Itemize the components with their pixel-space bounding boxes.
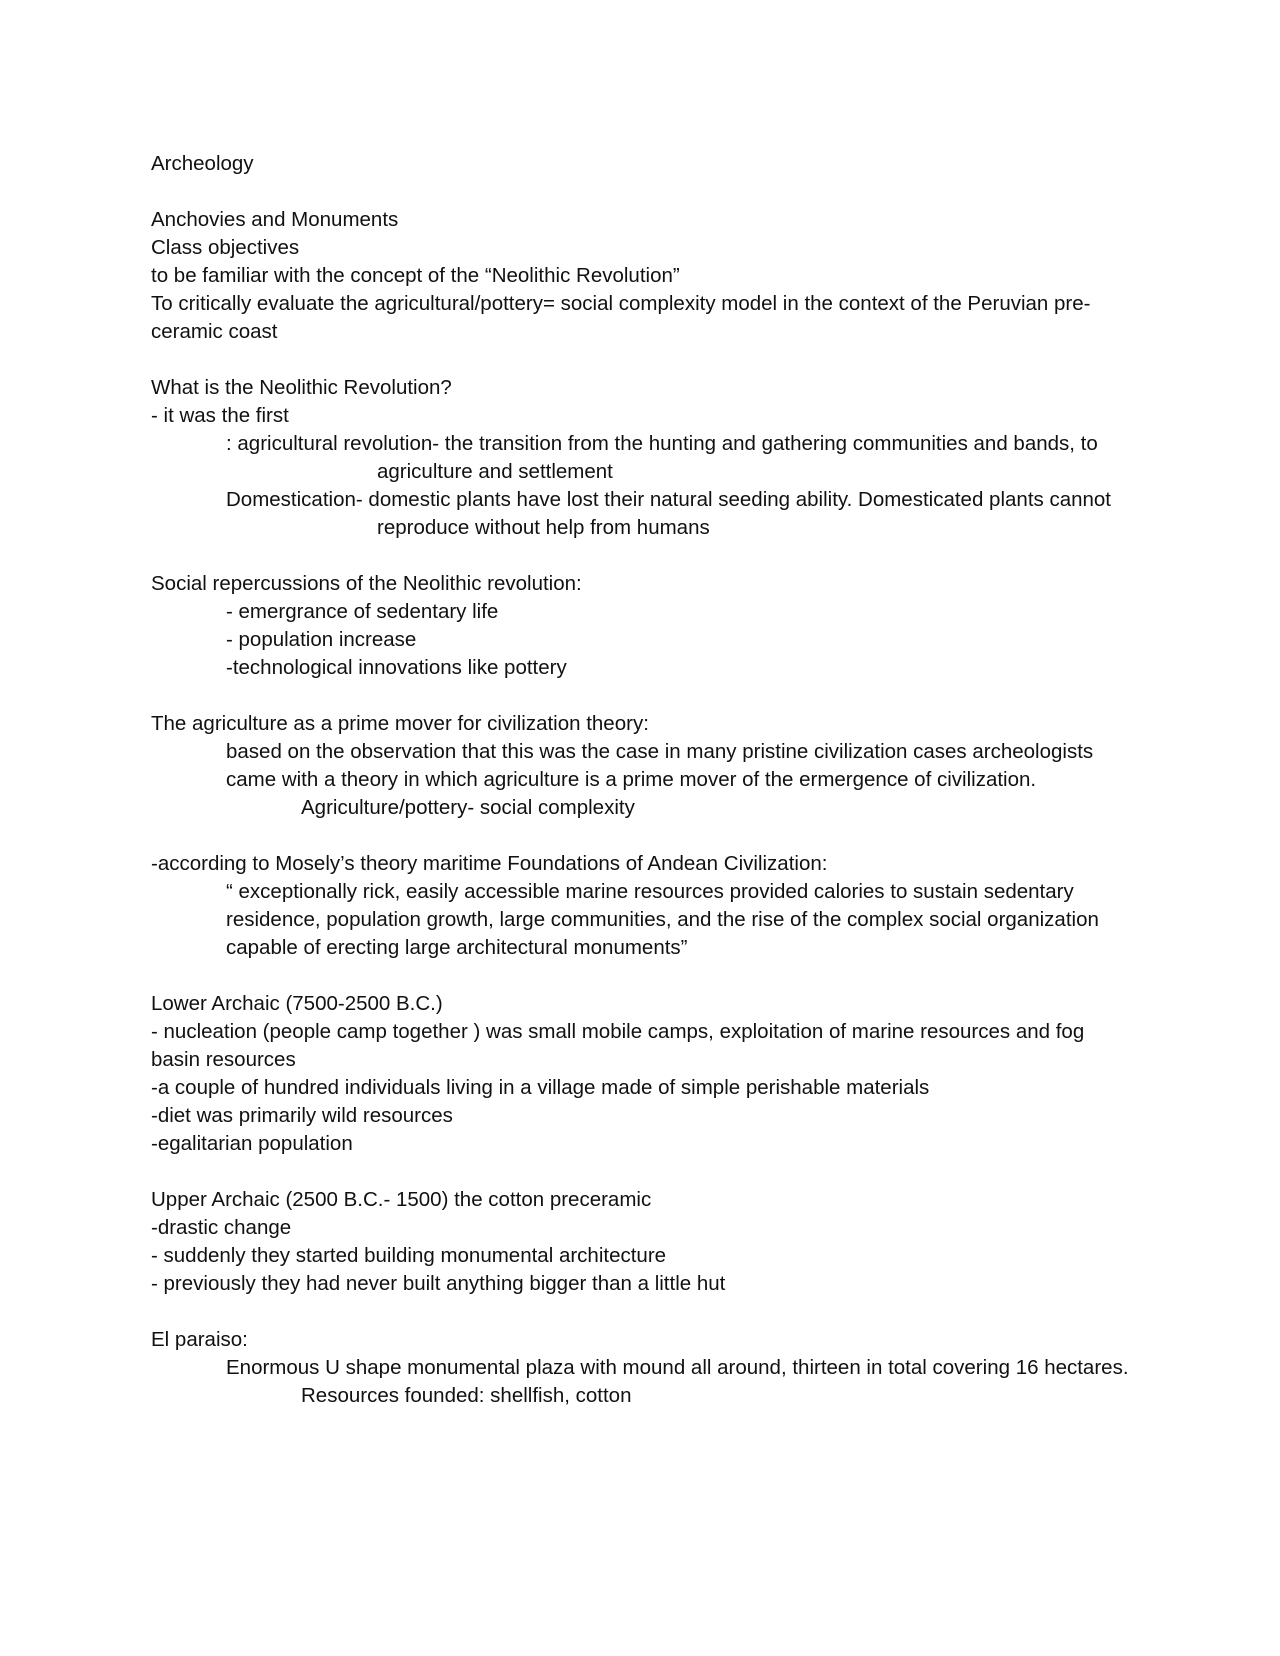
domestication-text: domestic plants have lost their natural seeding ability. Domesticated plants cannot reproduce without help from humans xyxy=(368,488,1112,539)
repercussion-item: - emergrance of sedentary life xyxy=(226,600,499,623)
repercussions-heading: Social repercussions of the Neolithic revolution: xyxy=(151,572,582,595)
document-body xyxy=(151,150,1131,1410)
mosely-quote: “ exceptionally rick, easily accessible marine resources provided calories to sustain sedentary residence, population growth, large communities, and the rise of the complex social organization capable of erecting large architectural monuments” xyxy=(226,880,1099,959)
document-title: Archeology xyxy=(151,152,254,175)
domestication-term: Domestication- xyxy=(226,488,363,511)
prime-mover-body: based on the observation that this was the case in many pristine civilization cases archeologists came with a theory in which agriculture is a prime mover of the ermergence of civilization. xyxy=(226,740,1094,791)
spacer xyxy=(151,1298,1131,1326)
lower-archaic-item: - nucleation (people camp together ) was small mobile camps, exploitation of marine resources and fog basin resources xyxy=(151,1020,1085,1071)
prime-mover-model: Agriculture/pottery- social complexity xyxy=(301,796,635,819)
neolithic-first: - it was the first xyxy=(151,404,289,427)
repercussion-item: - population increase xyxy=(226,628,417,651)
agricultural-revolution-term: : agricultural revolution- xyxy=(226,432,440,455)
lecture-title: Anchovies and Monuments xyxy=(151,208,399,231)
spacer xyxy=(151,962,1131,990)
spacer xyxy=(151,682,1131,710)
lower-archaic-item: -diet was primarily wild resources xyxy=(151,1104,453,1127)
spacer xyxy=(151,346,1131,374)
objective-item: To critically evaluate the agricultural/pottery= social complexity model in the context of the Peruvian pre-ceramic coast xyxy=(151,292,1091,343)
repercussion-item: -technological innovations like pottery xyxy=(226,656,567,679)
agricultural-revolution-text: the transition from the hunting and gathering communities and bands, to agriculture and settlement xyxy=(377,432,1098,483)
spacer xyxy=(151,542,1131,570)
upper-archaic-item: -drastic change xyxy=(151,1216,292,1239)
lower-archaic-item: -a couple of hundred individuals living in a village made of simple perishable materials xyxy=(151,1076,930,1099)
upper-archaic-item: - previously they had never built anything bigger than a little hut xyxy=(151,1272,726,1295)
agricultural-revolution-definition xyxy=(151,430,1131,486)
upper-archaic-item: - suddenly they started building monumental architecture xyxy=(151,1244,667,1267)
upper-archaic-heading: Upper Archaic (2500 B.C.- 1500) the cotton preceramic xyxy=(151,1188,652,1211)
objective-item: to be familiar with the concept of the “Neolithic Revolution” xyxy=(151,264,680,287)
spacer xyxy=(151,178,1131,206)
lower-archaic-heading: Lower Archaic (7500-2500 B.C.) xyxy=(151,992,443,1015)
objectives-heading: Class objectives xyxy=(151,236,300,259)
spacer xyxy=(151,822,1131,850)
el-paraiso-resources: Resources founded: shellfish, cotton xyxy=(301,1384,632,1407)
lower-archaic-item: -egalitarian population xyxy=(151,1132,353,1155)
prime-mover-heading: The agriculture as a prime mover for civilization theory: xyxy=(151,712,649,735)
mosely-heading: -according to Mosely’s theory maritime Foundations of Andean Civilization: xyxy=(151,852,828,875)
domestication-definition xyxy=(151,486,1131,542)
el-paraiso-body: Enormous U shape monumental plaza with mound all around, thirteen in total covering 16 hectares. xyxy=(226,1356,1129,1379)
neolithic-question: What is the Neolithic Revolution? xyxy=(151,376,452,399)
spacer xyxy=(151,1158,1131,1186)
el-paraiso-heading: El paraiso: xyxy=(151,1328,248,1351)
